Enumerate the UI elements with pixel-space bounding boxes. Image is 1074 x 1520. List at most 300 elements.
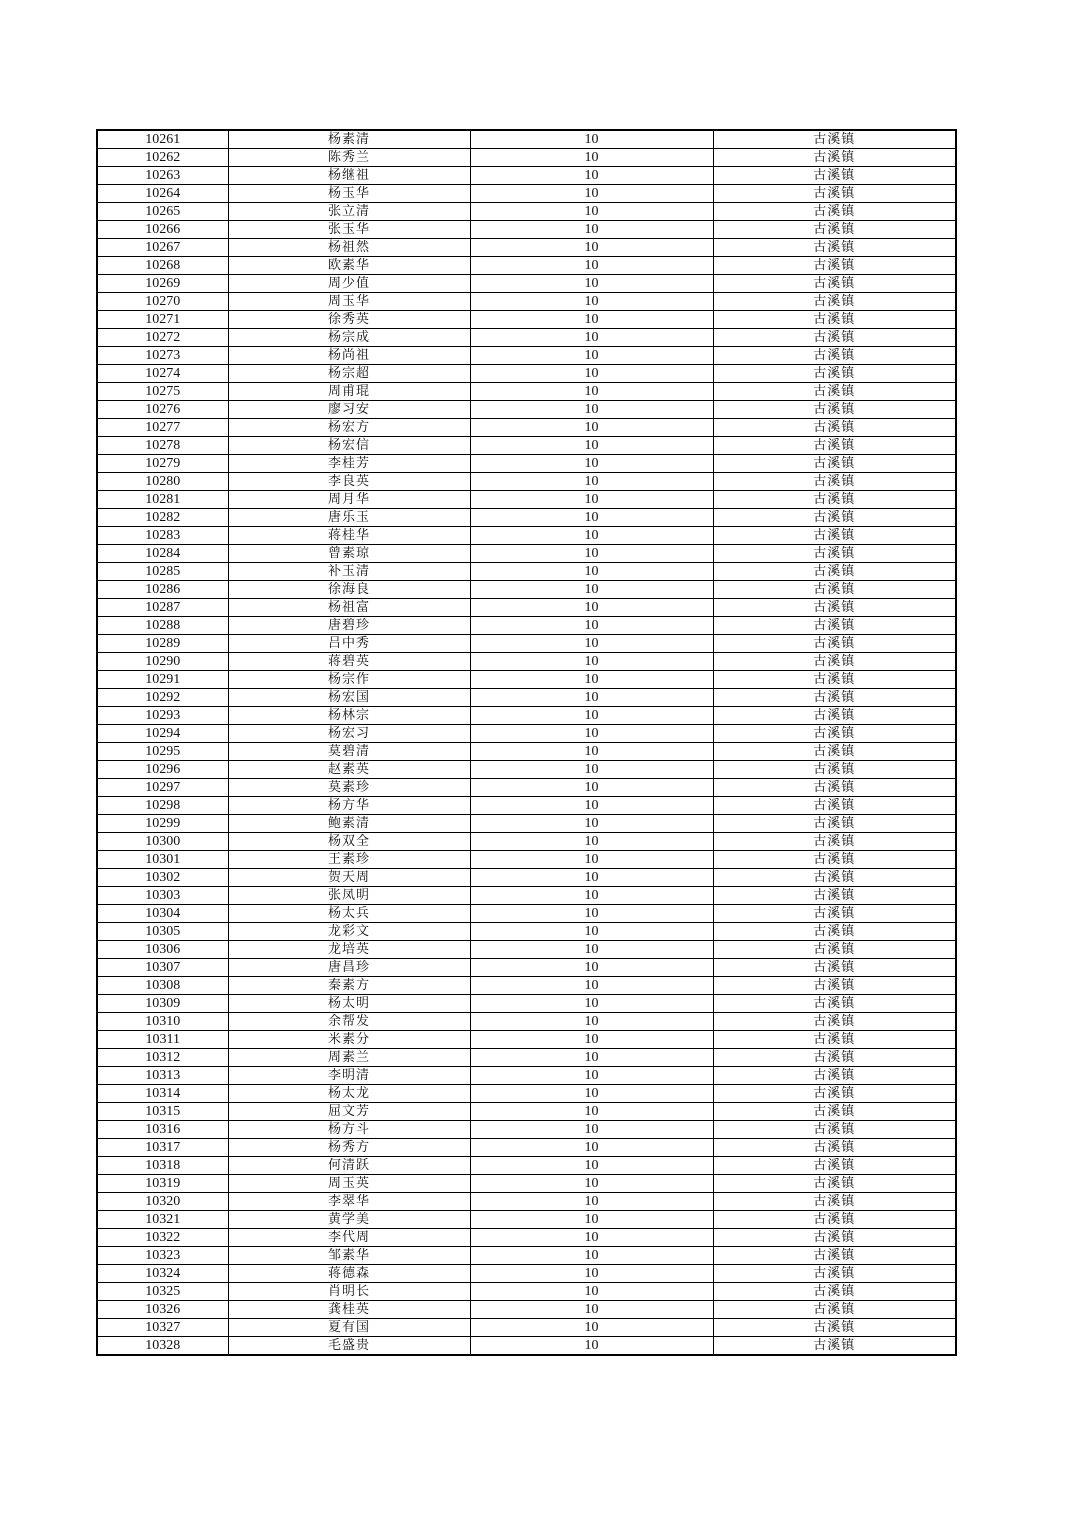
row-id-cell: 10304 xyxy=(97,905,228,923)
table-row xyxy=(97,1265,956,1283)
row-id-cell: 10277 xyxy=(97,419,228,437)
amount-cell: 10 xyxy=(470,257,713,275)
data-table xyxy=(96,129,957,1356)
amount-cell: 10 xyxy=(470,1265,713,1283)
town-cell: 古溪镇 xyxy=(713,257,956,275)
table-row xyxy=(97,671,956,689)
amount-cell: 10 xyxy=(470,1049,713,1067)
row-id-cell: 10317 xyxy=(97,1139,228,1157)
town-cell: 古溪镇 xyxy=(713,545,956,563)
amount-cell: 10 xyxy=(470,1283,713,1301)
table-row xyxy=(97,257,956,275)
town-cell: 古溪镇 xyxy=(713,167,956,185)
person-name-cell: 龙彩文 xyxy=(228,923,470,941)
amount-cell: 10 xyxy=(470,509,713,527)
row-id-cell: 10280 xyxy=(97,473,228,491)
person-name-cell: 黄学美 xyxy=(228,1211,470,1229)
amount-cell: 10 xyxy=(470,743,713,761)
table-row xyxy=(97,239,956,257)
row-id-cell: 10281 xyxy=(97,491,228,509)
person-name-cell: 周玉英 xyxy=(228,1175,470,1193)
amount-cell: 10 xyxy=(470,1103,713,1121)
person-name-cell: 李桂芳 xyxy=(228,455,470,473)
row-id-cell: 10299 xyxy=(97,815,228,833)
row-id-cell: 10267 xyxy=(97,239,228,257)
row-id-cell: 10311 xyxy=(97,1031,228,1049)
row-id-cell: 10306 xyxy=(97,941,228,959)
town-cell: 古溪镇 xyxy=(713,383,956,401)
table-row xyxy=(97,1049,956,1067)
town-cell: 古溪镇 xyxy=(713,707,956,725)
amount-cell: 10 xyxy=(470,1013,713,1031)
town-cell: 古溪镇 xyxy=(713,1283,956,1301)
amount-cell: 10 xyxy=(470,491,713,509)
town-cell: 古溪镇 xyxy=(713,959,956,977)
person-name-cell: 龚桂英 xyxy=(228,1301,470,1319)
table-row xyxy=(97,311,956,329)
row-id-cell: 10323 xyxy=(97,1247,228,1265)
town-cell: 古溪镇 xyxy=(713,905,956,923)
person-name-cell: 何清跃 xyxy=(228,1157,470,1175)
row-id-cell: 10298 xyxy=(97,797,228,815)
table-row xyxy=(97,365,956,383)
person-name-cell: 欧素华 xyxy=(228,257,470,275)
town-cell: 古溪镇 xyxy=(713,599,956,617)
town-cell: 古溪镇 xyxy=(713,815,956,833)
person-name-cell: 余帮发 xyxy=(228,1013,470,1031)
table-row xyxy=(97,149,956,167)
town-cell: 古溪镇 xyxy=(713,1229,956,1247)
town-cell: 古溪镇 xyxy=(713,725,956,743)
person-name-cell: 唐昌珍 xyxy=(228,959,470,977)
amount-cell: 10 xyxy=(470,779,713,797)
town-cell: 古溪镇 xyxy=(713,635,956,653)
row-id-cell: 10320 xyxy=(97,1193,228,1211)
table-row xyxy=(97,275,956,293)
person-name-cell: 杨宗成 xyxy=(228,329,470,347)
row-id-cell: 10319 xyxy=(97,1175,228,1193)
amount-cell: 10 xyxy=(470,689,713,707)
table-row xyxy=(97,1193,956,1211)
town-cell: 古溪镇 xyxy=(713,923,956,941)
person-name-cell: 蒋碧英 xyxy=(228,653,470,671)
amount-cell: 10 xyxy=(470,1319,713,1337)
row-id-cell: 10324 xyxy=(97,1265,228,1283)
amount-cell: 10 xyxy=(470,365,713,383)
row-id-cell: 10278 xyxy=(97,437,228,455)
table-row xyxy=(97,1103,956,1121)
row-id-cell: 10282 xyxy=(97,509,228,527)
row-id-cell: 10286 xyxy=(97,581,228,599)
row-id-cell: 10276 xyxy=(97,401,228,419)
amount-cell: 10 xyxy=(470,167,713,185)
person-name-cell: 杨尚祖 xyxy=(228,347,470,365)
amount-cell: 10 xyxy=(470,1337,713,1356)
row-id-cell: 10295 xyxy=(97,743,228,761)
town-cell: 古溪镇 xyxy=(713,977,956,995)
town-cell: 古溪镇 xyxy=(713,365,956,383)
amount-cell: 10 xyxy=(470,1031,713,1049)
row-id-cell: 10264 xyxy=(97,185,228,203)
person-name-cell: 贺天周 xyxy=(228,869,470,887)
town-cell: 古溪镇 xyxy=(713,887,956,905)
table-row xyxy=(97,995,956,1013)
amount-cell: 10 xyxy=(470,203,713,221)
amount-cell: 10 xyxy=(470,347,713,365)
amount-cell: 10 xyxy=(470,707,713,725)
amount-cell: 10 xyxy=(470,563,713,581)
person-name-cell: 杨宏信 xyxy=(228,437,470,455)
person-name-cell: 徐秀英 xyxy=(228,311,470,329)
town-cell: 古溪镇 xyxy=(713,995,956,1013)
town-cell: 古溪镇 xyxy=(713,1139,956,1157)
table-row xyxy=(97,401,956,419)
person-name-cell: 李翠华 xyxy=(228,1193,470,1211)
row-id-cell: 10275 xyxy=(97,383,228,401)
row-id-cell: 10296 xyxy=(97,761,228,779)
person-name-cell: 王素珍 xyxy=(228,851,470,869)
amount-cell: 10 xyxy=(470,1067,713,1085)
row-id-cell: 10294 xyxy=(97,725,228,743)
amount-cell: 10 xyxy=(470,473,713,491)
table-row xyxy=(97,1175,956,1193)
table-row xyxy=(97,130,956,149)
table-row xyxy=(97,221,956,239)
row-id-cell: 10328 xyxy=(97,1337,228,1356)
person-name-cell: 杨祖富 xyxy=(228,599,470,617)
row-id-cell: 10289 xyxy=(97,635,228,653)
table-row xyxy=(97,1283,956,1301)
amount-cell: 10 xyxy=(470,455,713,473)
row-id-cell: 10305 xyxy=(97,923,228,941)
table-row xyxy=(97,599,956,617)
table-row xyxy=(97,509,956,527)
town-cell: 古溪镇 xyxy=(713,311,956,329)
person-name-cell: 杨素清 xyxy=(228,130,470,149)
town-cell: 古溪镇 xyxy=(713,671,956,689)
town-cell: 古溪镇 xyxy=(713,130,956,149)
table-row xyxy=(97,833,956,851)
amount-cell: 10 xyxy=(470,1121,713,1139)
amount-cell: 10 xyxy=(470,617,713,635)
table-row xyxy=(97,635,956,653)
amount-cell: 10 xyxy=(470,527,713,545)
person-name-cell: 唐乐玉 xyxy=(228,509,470,527)
amount-cell: 10 xyxy=(470,959,713,977)
row-id-cell: 10302 xyxy=(97,869,228,887)
row-id-cell: 10316 xyxy=(97,1121,228,1139)
amount-cell: 10 xyxy=(470,599,713,617)
table-row xyxy=(97,473,956,491)
town-cell: 古溪镇 xyxy=(713,563,956,581)
table-row xyxy=(97,1211,956,1229)
row-id-cell: 10322 xyxy=(97,1229,228,1247)
amount-cell: 10 xyxy=(470,761,713,779)
amount-cell: 10 xyxy=(470,1301,713,1319)
person-name-cell: 徐海良 xyxy=(228,581,470,599)
row-id-cell: 10285 xyxy=(97,563,228,581)
amount-cell: 10 xyxy=(470,1139,713,1157)
person-name-cell: 周月华 xyxy=(228,491,470,509)
town-cell: 古溪镇 xyxy=(713,1121,956,1139)
row-id-cell: 10262 xyxy=(97,149,228,167)
town-cell: 古溪镇 xyxy=(713,1337,956,1356)
amount-cell: 10 xyxy=(470,905,713,923)
person-name-cell: 杨宏国 xyxy=(228,689,470,707)
town-cell: 古溪镇 xyxy=(713,473,956,491)
row-id-cell: 10315 xyxy=(97,1103,228,1121)
town-cell: 古溪镇 xyxy=(713,1247,956,1265)
person-name-cell: 秦素方 xyxy=(228,977,470,995)
table-row xyxy=(97,1337,956,1356)
amount-cell: 10 xyxy=(470,185,713,203)
person-name-cell: 杨林宗 xyxy=(228,707,470,725)
amount-cell: 10 xyxy=(470,1229,713,1247)
table-row xyxy=(97,563,956,581)
table-row xyxy=(97,1157,956,1175)
amount-cell: 10 xyxy=(470,130,713,149)
town-cell: 古溪镇 xyxy=(713,1067,956,1085)
person-name-cell: 周少值 xyxy=(228,275,470,293)
person-name-cell: 杨秀方 xyxy=(228,1139,470,1157)
row-id-cell: 10326 xyxy=(97,1301,228,1319)
amount-cell: 10 xyxy=(470,1175,713,1193)
table-row xyxy=(97,617,956,635)
row-id-cell: 10307 xyxy=(97,959,228,977)
row-id-cell: 10301 xyxy=(97,851,228,869)
person-name-cell: 杨继祖 xyxy=(228,167,470,185)
town-cell: 古溪镇 xyxy=(713,653,956,671)
person-name-cell: 唐碧珍 xyxy=(228,617,470,635)
town-cell: 古溪镇 xyxy=(713,527,956,545)
town-cell: 古溪镇 xyxy=(713,617,956,635)
amount-cell: 10 xyxy=(470,887,713,905)
table-row xyxy=(97,347,956,365)
amount-cell: 10 xyxy=(470,1193,713,1211)
row-id-cell: 10310 xyxy=(97,1013,228,1031)
town-cell: 古溪镇 xyxy=(713,419,956,437)
table-row xyxy=(97,329,956,347)
amount-cell: 10 xyxy=(470,401,713,419)
row-id-cell: 10309 xyxy=(97,995,228,1013)
person-name-cell: 杨宏习 xyxy=(228,725,470,743)
person-name-cell: 杨太明 xyxy=(228,995,470,1013)
row-id-cell: 10297 xyxy=(97,779,228,797)
town-cell: 古溪镇 xyxy=(713,689,956,707)
table-row xyxy=(97,725,956,743)
table-row xyxy=(97,851,956,869)
row-id-cell: 10321 xyxy=(97,1211,228,1229)
person-name-cell: 陈秀兰 xyxy=(228,149,470,167)
town-cell: 古溪镇 xyxy=(713,275,956,293)
amount-cell: 10 xyxy=(470,833,713,851)
row-id-cell: 10268 xyxy=(97,257,228,275)
amount-cell: 10 xyxy=(470,1085,713,1103)
person-name-cell: 张凤明 xyxy=(228,887,470,905)
row-id-cell: 10312 xyxy=(97,1049,228,1067)
row-id-cell: 10290 xyxy=(97,653,228,671)
person-name-cell: 赵素英 xyxy=(228,761,470,779)
row-id-cell: 10261 xyxy=(97,130,228,149)
amount-cell: 10 xyxy=(470,995,713,1013)
town-cell: 古溪镇 xyxy=(713,743,956,761)
table-row xyxy=(97,1013,956,1031)
row-id-cell: 10291 xyxy=(97,671,228,689)
table-row xyxy=(97,1031,956,1049)
amount-cell: 10 xyxy=(470,1211,713,1229)
amount-cell: 10 xyxy=(470,671,713,689)
town-cell: 古溪镇 xyxy=(713,941,956,959)
table-row xyxy=(97,797,956,815)
row-id-cell: 10313 xyxy=(97,1067,228,1085)
row-id-cell: 10265 xyxy=(97,203,228,221)
town-cell: 古溪镇 xyxy=(713,455,956,473)
town-cell: 古溪镇 xyxy=(713,1049,956,1067)
person-name-cell: 杨方斗 xyxy=(228,1121,470,1139)
table-row xyxy=(97,887,956,905)
table-row xyxy=(97,815,956,833)
row-id-cell: 10308 xyxy=(97,977,228,995)
amount-cell: 10 xyxy=(470,851,713,869)
amount-cell: 10 xyxy=(470,1247,713,1265)
person-name-cell: 邹素华 xyxy=(228,1247,470,1265)
table-row xyxy=(97,437,956,455)
amount-cell: 10 xyxy=(470,545,713,563)
amount-cell: 10 xyxy=(470,1157,713,1175)
amount-cell: 10 xyxy=(470,149,713,167)
row-id-cell: 10273 xyxy=(97,347,228,365)
table-row xyxy=(97,761,956,779)
person-name-cell: 张立清 xyxy=(228,203,470,221)
person-name-cell: 米素分 xyxy=(228,1031,470,1049)
town-cell: 古溪镇 xyxy=(713,1193,956,1211)
town-cell: 古溪镇 xyxy=(713,1175,956,1193)
row-id-cell: 10300 xyxy=(97,833,228,851)
table-row xyxy=(97,545,956,563)
town-cell: 古溪镇 xyxy=(713,833,956,851)
table-row xyxy=(97,689,956,707)
person-name-cell: 蒋桂华 xyxy=(228,527,470,545)
town-cell: 古溪镇 xyxy=(713,869,956,887)
amount-cell: 10 xyxy=(470,383,713,401)
row-id-cell: 10288 xyxy=(97,617,228,635)
town-cell: 古溪镇 xyxy=(713,1211,956,1229)
person-name-cell: 杨宗作 xyxy=(228,671,470,689)
town-cell: 古溪镇 xyxy=(713,581,956,599)
person-name-cell: 曾素琼 xyxy=(228,545,470,563)
person-name-cell: 莫素珍 xyxy=(228,779,470,797)
town-cell: 古溪镇 xyxy=(713,1157,956,1175)
row-id-cell: 10314 xyxy=(97,1085,228,1103)
table-row xyxy=(97,1121,956,1139)
amount-cell: 10 xyxy=(470,653,713,671)
row-id-cell: 10263 xyxy=(97,167,228,185)
town-cell: 古溪镇 xyxy=(713,401,956,419)
table-row xyxy=(97,743,956,761)
table-row xyxy=(97,941,956,959)
table-row xyxy=(97,167,956,185)
town-cell: 古溪镇 xyxy=(713,509,956,527)
person-name-cell: 周玉华 xyxy=(228,293,470,311)
amount-cell: 10 xyxy=(470,977,713,995)
person-name-cell: 屈文芳 xyxy=(228,1103,470,1121)
amount-cell: 10 xyxy=(470,797,713,815)
amount-cell: 10 xyxy=(470,275,713,293)
town-cell: 古溪镇 xyxy=(713,491,956,509)
town-cell: 古溪镇 xyxy=(713,779,956,797)
row-id-cell: 10318 xyxy=(97,1157,228,1175)
amount-cell: 10 xyxy=(470,239,713,257)
row-id-cell: 10274 xyxy=(97,365,228,383)
table-row xyxy=(97,581,956,599)
town-cell: 古溪镇 xyxy=(713,1319,956,1337)
person-name-cell: 夏有国 xyxy=(228,1319,470,1337)
person-name-cell: 周甫琨 xyxy=(228,383,470,401)
person-name-cell: 蒋德森 xyxy=(228,1265,470,1283)
table-row xyxy=(97,923,956,941)
person-name-cell: 肖明长 xyxy=(228,1283,470,1301)
table-row xyxy=(97,1301,956,1319)
amount-cell: 10 xyxy=(470,311,713,329)
amount-cell: 10 xyxy=(470,869,713,887)
person-name-cell: 廖习安 xyxy=(228,401,470,419)
table-row xyxy=(97,491,956,509)
amount-cell: 10 xyxy=(470,635,713,653)
town-cell: 古溪镇 xyxy=(713,851,956,869)
row-id-cell: 10272 xyxy=(97,329,228,347)
town-cell: 古溪镇 xyxy=(713,239,956,257)
town-cell: 古溪镇 xyxy=(713,1265,956,1283)
person-name-cell: 莫碧清 xyxy=(228,743,470,761)
row-id-cell: 10271 xyxy=(97,311,228,329)
table-row xyxy=(97,977,956,995)
town-cell: 古溪镇 xyxy=(713,1301,956,1319)
table-row xyxy=(97,527,956,545)
amount-cell: 10 xyxy=(470,419,713,437)
row-id-cell: 10325 xyxy=(97,1283,228,1301)
table-row xyxy=(97,455,956,473)
row-id-cell: 10284 xyxy=(97,545,228,563)
person-name-cell: 李明清 xyxy=(228,1067,470,1085)
person-name-cell: 杨太兵 xyxy=(228,905,470,923)
person-name-cell: 杨宏方 xyxy=(228,419,470,437)
table-row xyxy=(97,959,956,977)
person-name-cell: 杨双全 xyxy=(228,833,470,851)
amount-cell: 10 xyxy=(470,815,713,833)
person-name-cell: 张玉华 xyxy=(228,221,470,239)
town-cell: 古溪镇 xyxy=(713,293,956,311)
town-cell: 古溪镇 xyxy=(713,203,956,221)
person-name-cell: 杨玉华 xyxy=(228,185,470,203)
town-cell: 古溪镇 xyxy=(713,1031,956,1049)
person-name-cell: 杨方华 xyxy=(228,797,470,815)
town-cell: 古溪镇 xyxy=(713,1085,956,1103)
table-row xyxy=(97,869,956,887)
town-cell: 古溪镇 xyxy=(713,185,956,203)
town-cell: 古溪镇 xyxy=(713,221,956,239)
person-name-cell: 鲍素清 xyxy=(228,815,470,833)
row-id-cell: 10279 xyxy=(97,455,228,473)
table-row xyxy=(97,1139,956,1157)
person-name-cell: 李代周 xyxy=(228,1229,470,1247)
amount-cell: 10 xyxy=(470,329,713,347)
table-row xyxy=(97,203,956,221)
table-row xyxy=(97,1319,956,1337)
table-body xyxy=(97,130,956,1355)
town-cell: 古溪镇 xyxy=(713,437,956,455)
table-row xyxy=(97,1229,956,1247)
person-name-cell: 毛盛贵 xyxy=(228,1337,470,1356)
